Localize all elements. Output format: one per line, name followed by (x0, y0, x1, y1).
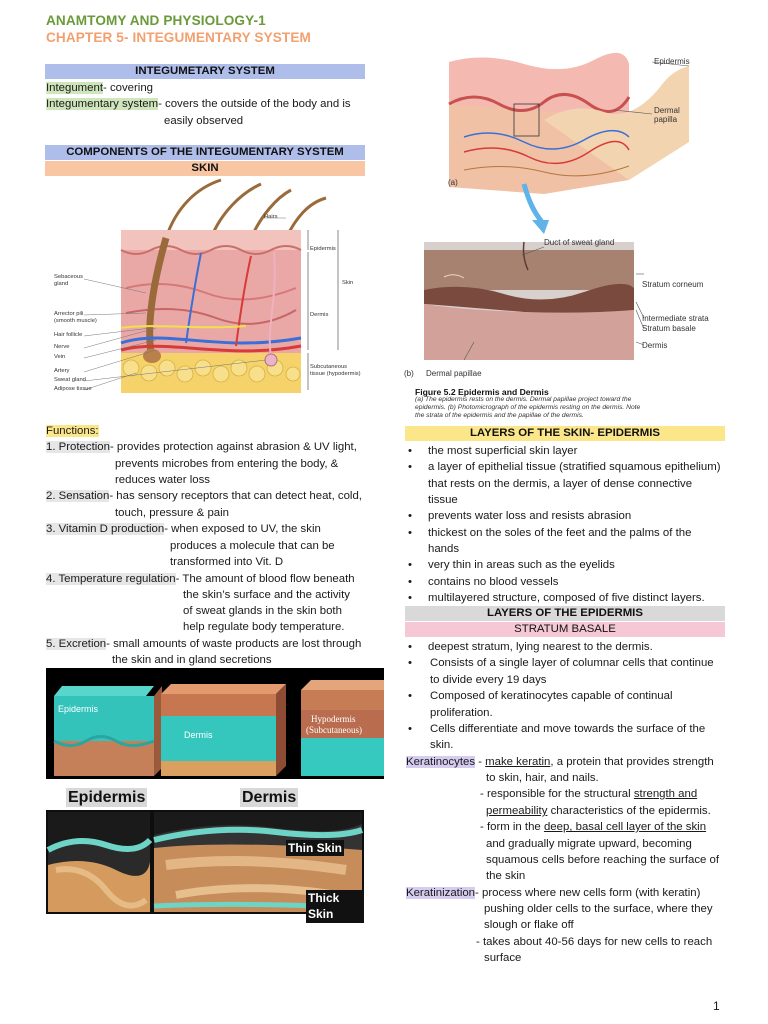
keratinocytes-definition: Keratinocytes - make keratin, a protein that provides strength (406, 756, 714, 768)
section-integumentary-system: INTEGUMETARY SYSTEM (45, 64, 365, 79)
epidermis-bullet-3: prevents water loss and resists abrasion (428, 510, 632, 522)
thin-skin-label: Thin Skin (288, 841, 342, 855)
figure-caption-1: (a) The epidermis rests on the dermis. Dermal papillae project toward the (415, 396, 632, 403)
layer-label-hypodermis: Hypodermis (311, 714, 356, 724)
functions-title: Functions: (46, 425, 99, 437)
figure-title: Figure 5.2 Epidermis and Dermis (415, 387, 549, 397)
fig-label-basale: Stratum basale (642, 324, 696, 333)
section-components: COMPONENTS OF THE INTEGUMENTARY SYSTEM (45, 145, 365, 160)
figure-caption-2: epidermis. (b) Photomicrograph of the epidermis resting on the dermis. Note (415, 404, 641, 411)
function-vitamin-d-cont-2: transformed into Vit. D (170, 556, 284, 568)
label-nerve: Nerve (54, 344, 70, 350)
fig-label-a: (a) (448, 178, 458, 187)
function-temperature-cont-3: help regulate body temperature. (183, 621, 345, 633)
epidermis-bullet-5: very thin in areas such as the eyelids (428, 559, 615, 571)
function-temperature-cont-2: of sweat glands in the skin both (183, 605, 342, 617)
fig-label-dermis: Dermis (642, 341, 668, 350)
function-sensation-cont: touch, pressure & pain (115, 507, 229, 519)
skin-micrographs (46, 810, 364, 922)
label-hair-follicle: Hair follicle (54, 332, 83, 338)
function-temperature: 4. Temperature regulation- The amount of blood flow beneath (46, 573, 355, 585)
label-vein: Vein (54, 354, 66, 360)
integument-term: Integument (46, 82, 103, 94)
label-hairs: Hairs (264, 214, 278, 220)
layer-label-subcutaneous: (Subcutaneous) (306, 725, 362, 735)
integumentary-system-definition: Integumentary system- covers the outside of the body and is (46, 98, 351, 110)
function-vitamin-d: 3. Vitamin D production- when exposed to UV, the skin (46, 523, 321, 535)
section-stratum-basale: STRATUM BASALE (405, 622, 725, 637)
page-number: 1 (713, 999, 720, 1013)
function-protection-cont: prevents microbes from entering the body, & (115, 458, 339, 470)
epidermis-bullet-6: contains no blood vessels (428, 576, 559, 588)
label-subcutaneous-2: tissue (hypodermis) (310, 371, 361, 377)
function-excretion-cont: the skin and in gland secretions (112, 654, 272, 666)
integument-definition: Integument- covering (46, 82, 154, 94)
course-title: ANAMTOMY AND PHYSIOLOGY-1 (46, 13, 266, 28)
basale-bullet-2: Consists of a single layer of columnar cells that continue (430, 657, 714, 669)
epidermis-bullet-1: the most superficial skin layer (428, 445, 578, 457)
label-sweat-gland: Sweat gland (54, 377, 86, 383)
micro-title-epidermis: Epidermis (68, 789, 146, 806)
fig-label-papilla: papilla (654, 115, 678, 124)
label-sebaceous: Sebaceous (54, 274, 84, 280)
fig-label-duct: Duct of sweat gland (544, 238, 615, 247)
figure-caption-3: the strata of the epidermis and the papillae of the dermis. (415, 412, 584, 419)
skin-layers-images (46, 668, 384, 779)
function-protection: 1. Protection- provides protection against abrasion & UV light, (46, 441, 357, 453)
thick-skin-label: Thick Skin (306, 890, 364, 923)
fig-label-b: (b) (404, 369, 414, 378)
layer-label-dermis: Dermis (184, 730, 213, 740)
micro-title-dermis: Dermis (242, 789, 297, 806)
fig-label-papillae: Dermal papillae (426, 369, 482, 378)
label-gland: gland (54, 281, 69, 287)
keratinocytes-term: Keratinocytes (406, 756, 476, 768)
integumentary-system-term: Integumentary system (46, 98, 159, 110)
section-layers-epidermis: LAYERS OF THE SKIN- EPIDERMIS (405, 426, 725, 441)
function-excretion: 5. Excretion- small amounts of waste products are lost through (46, 638, 362, 650)
label-subcutaneous: Subcutaneous (310, 364, 348, 370)
skin-structure-diagram (46, 178, 366, 418)
epidermis-bullet-2: a layer of epithelial tissue (stratified squamous epithelium) (428, 461, 721, 473)
integumentary-system-definition-cont: easily observed (164, 115, 244, 127)
label-artery: Artery (54, 368, 70, 374)
fig-label-dermal: Dermal (654, 106, 680, 115)
label-dermis: Dermis (310, 312, 329, 318)
section-layers-of-epidermis: LAYERS OF THE EPIDERMIS (405, 606, 725, 621)
layer-label-epidermis: Epidermis (58, 704, 99, 714)
basale-bullet-3: Composed of keratinocytes capable of continual (430, 690, 673, 702)
fig-label-corneum: Stratum corneum (642, 280, 704, 289)
label-skin: Skin (342, 280, 354, 286)
keratinization-term: Keratinization (406, 887, 476, 899)
chapter-title: CHAPTER 5- INTEGUMENTARY SYSTEM (46, 30, 311, 45)
label-arrector: Arrector pili (54, 311, 84, 317)
skin-structure-illustration (46, 178, 366, 418)
epidermis-bullet-7: multilayered structure, composed of five distinct layers. (428, 592, 705, 604)
fig-label-intermediate: Intermediate strata (642, 314, 709, 323)
label-epidermis: Epidermis (310, 246, 336, 252)
section-skin: SKIN (45, 161, 365, 176)
fig-label-epidermis: Epidermis (654, 57, 690, 66)
keratinization-definition: Keratinization- process where new cells form (with keratin) (406, 887, 701, 899)
epidermis-dermis-figure (404, 42, 726, 382)
epidermis-bullet-4: thickest on the soles of the feet and the palms of the (428, 527, 692, 539)
label-adipose: Adipose tissue (54, 386, 92, 392)
function-sensation: 2. Sensation- has sensory receptors that can detect heat, cold, (46, 490, 362, 502)
label-smooth-muscle: (smooth muscle) (54, 318, 97, 324)
basale-bullet-1: deepest stratum, lying nearest to the dermis. (428, 641, 653, 653)
function-temperature-cont: the skin’s surface and the activity (183, 589, 350, 601)
function-protection-cont-2: reduces water loss (115, 474, 210, 486)
basale-bullet-4: Cells differentiate and move towards the surface of the (430, 723, 706, 735)
function-vitamin-d-cont: produces a molecule that can be (170, 540, 335, 552)
